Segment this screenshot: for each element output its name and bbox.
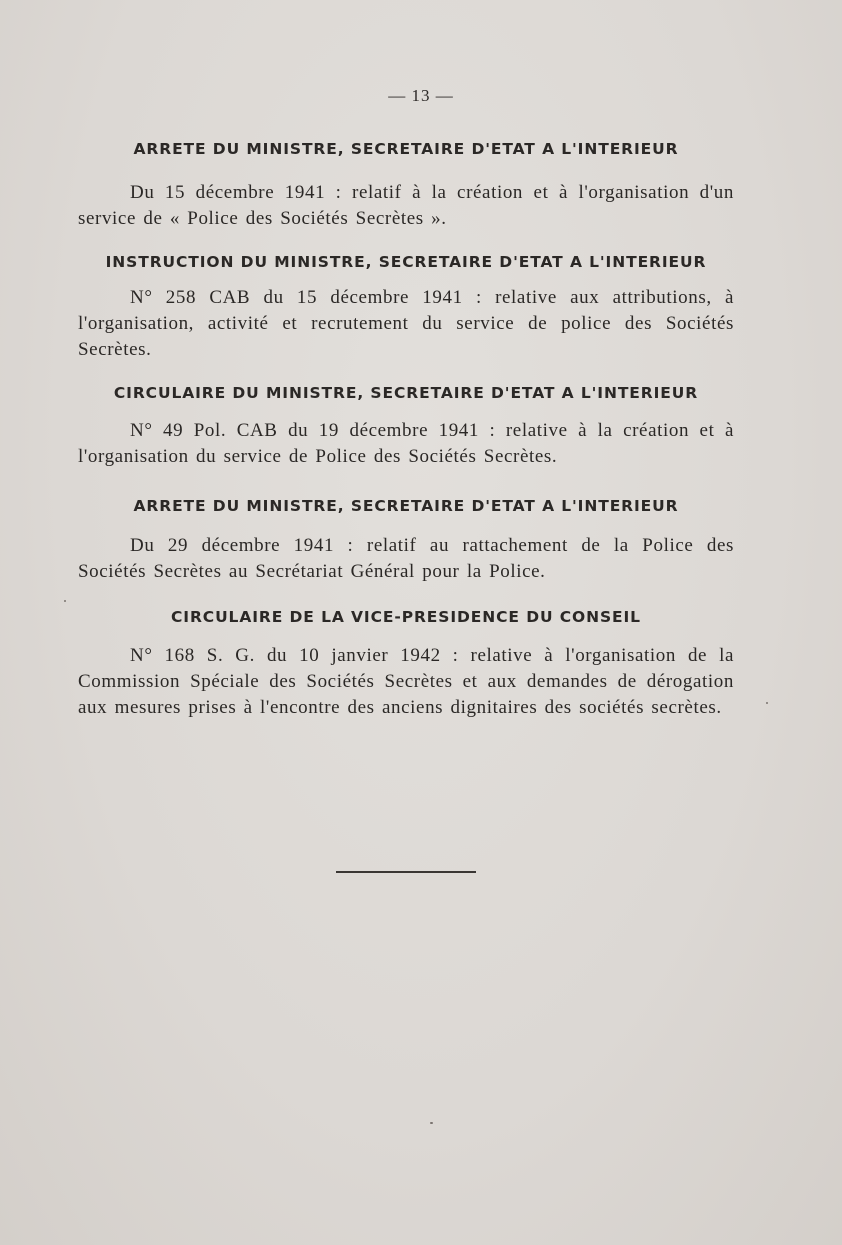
section-heading: ARRETE DU MINISTRE, SECRETAIRE D'ETAT A L'INTERIEUR	[133, 497, 679, 515]
page-number: — 13 —	[388, 86, 454, 105]
section-heading: CIRCULAIRE DU MINISTRE, SECRETAIRE D'ETAT A L'INTERIEUR	[113, 384, 699, 402]
section-text: Du 29 décembre 1941 : relatif au rattachement de la Police des Sociétés Secrètes au Secrétariat Général pour la Police.	[78, 535, 734, 582]
section-text: Du 15 décembre 1941 : relatif à la création et à l'organisation d'un service de « Police des Sociétés Secrètes ».	[78, 182, 734, 229]
paper-speck	[64, 600, 66, 602]
section-heading: ARRETE DU MINISTRE, SECRETAIRE D'ETAT A L'INTERIEUR	[133, 140, 679, 158]
section-text: N° 258 CAB du 15 décembre 1941 : relative aux attributions, à l'organisation, activité et recrutement du service de police des Sociétés Secrètes.	[78, 287, 734, 360]
section-heading: CIRCULAIRE DE LA VICE-PRESIDENCE DU CONSEIL	[171, 608, 641, 626]
section-text: N° 168 S. G. du 10 janvier 1942 : relative à l'organisation de la Commission Spéciale des Sociétés Secrètes et aux demandes de dérogation aux mesures prises à l'encontre des anciens dignitaires des sociétés secrètes.	[78, 645, 734, 718]
section-text: N° 49 Pol. CAB du 19 décembre 1941 : relative à la création et à l'organisation du service de Police des Sociétés Secrètes.	[78, 420, 734, 467]
section-heading: INSTRUCTION DU MINISTRE, SECRETAIRE D'ETAT A L'INTERIEUR	[105, 253, 707, 271]
end-rule	[336, 871, 476, 873]
paper-speck	[766, 702, 768, 704]
paper-speck	[430, 1122, 433, 1124]
